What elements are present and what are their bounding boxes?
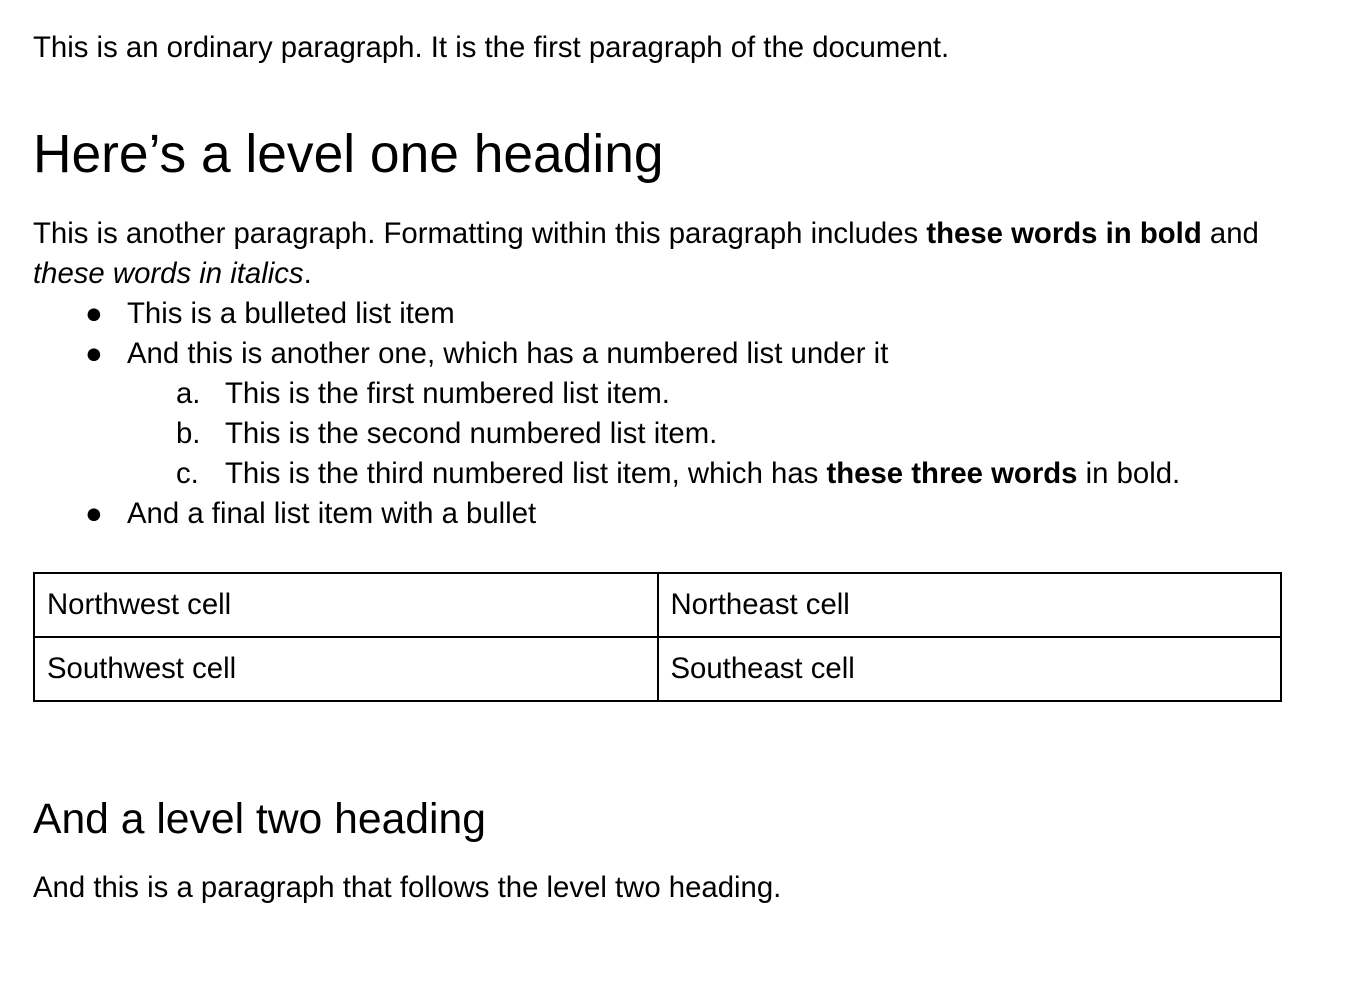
- list-item-text: This is the second numbered list item.: [225, 417, 718, 450]
- table-row: [34, 573, 1281, 637]
- bullet-icon: ●: [85, 337, 103, 370]
- heading-level-1: Here’s a level one heading: [33, 125, 664, 184]
- list-letter-marker: a.: [176, 377, 201, 410]
- list-item-text: This is the first numbered list item.: [225, 377, 670, 410]
- numbered-list-item: [33, 454, 1282, 494]
- bulleted-list: [33, 294, 1282, 534]
- list-letter-marker: b.: [176, 417, 201, 450]
- numbered-list-item: [33, 374, 1282, 414]
- list-item: [33, 494, 1282, 534]
- heading-level-2: And a level two heading: [33, 795, 486, 843]
- list-item-text: This is a bulleted list item: [127, 297, 455, 330]
- table-cell-southwest: Southwest cell: [34, 637, 658, 701]
- bullet-icon: ●: [85, 497, 103, 530]
- list-item: [33, 334, 1282, 374]
- table-row: [34, 637, 1281, 701]
- closing-paragraph: And this is a paragraph that follows the level two heading.: [33, 871, 782, 904]
- table-cell-southeast: Southeast cell: [658, 637, 1282, 701]
- formatted-paragraph: This is another paragraph. Formatting within this paragraph includes these words in bold and these words in italics.: [33, 217, 1259, 290]
- table-cell-northwest: Northwest cell: [34, 573, 658, 637]
- table-cell-northeast: Northeast cell: [658, 573, 1282, 637]
- list-item-text: And a final list item with a bullet: [127, 497, 537, 530]
- two-by-two-table: [33, 572, 1282, 702]
- list-item-text: And this is another one, which has a numbered list under it: [127, 337, 889, 370]
- numbered-list-item: [33, 414, 1282, 454]
- list-letter-marker: c.: [176, 457, 199, 490]
- intro-paragraph: This is an ordinary paragraph. It is the first paragraph of the document.: [33, 31, 950, 64]
- list-item: [33, 294, 1282, 334]
- list-item-text: This is the third numbered list item, which has these three words in bold.: [225, 457, 1181, 490]
- bullet-icon: ●: [85, 297, 103, 330]
